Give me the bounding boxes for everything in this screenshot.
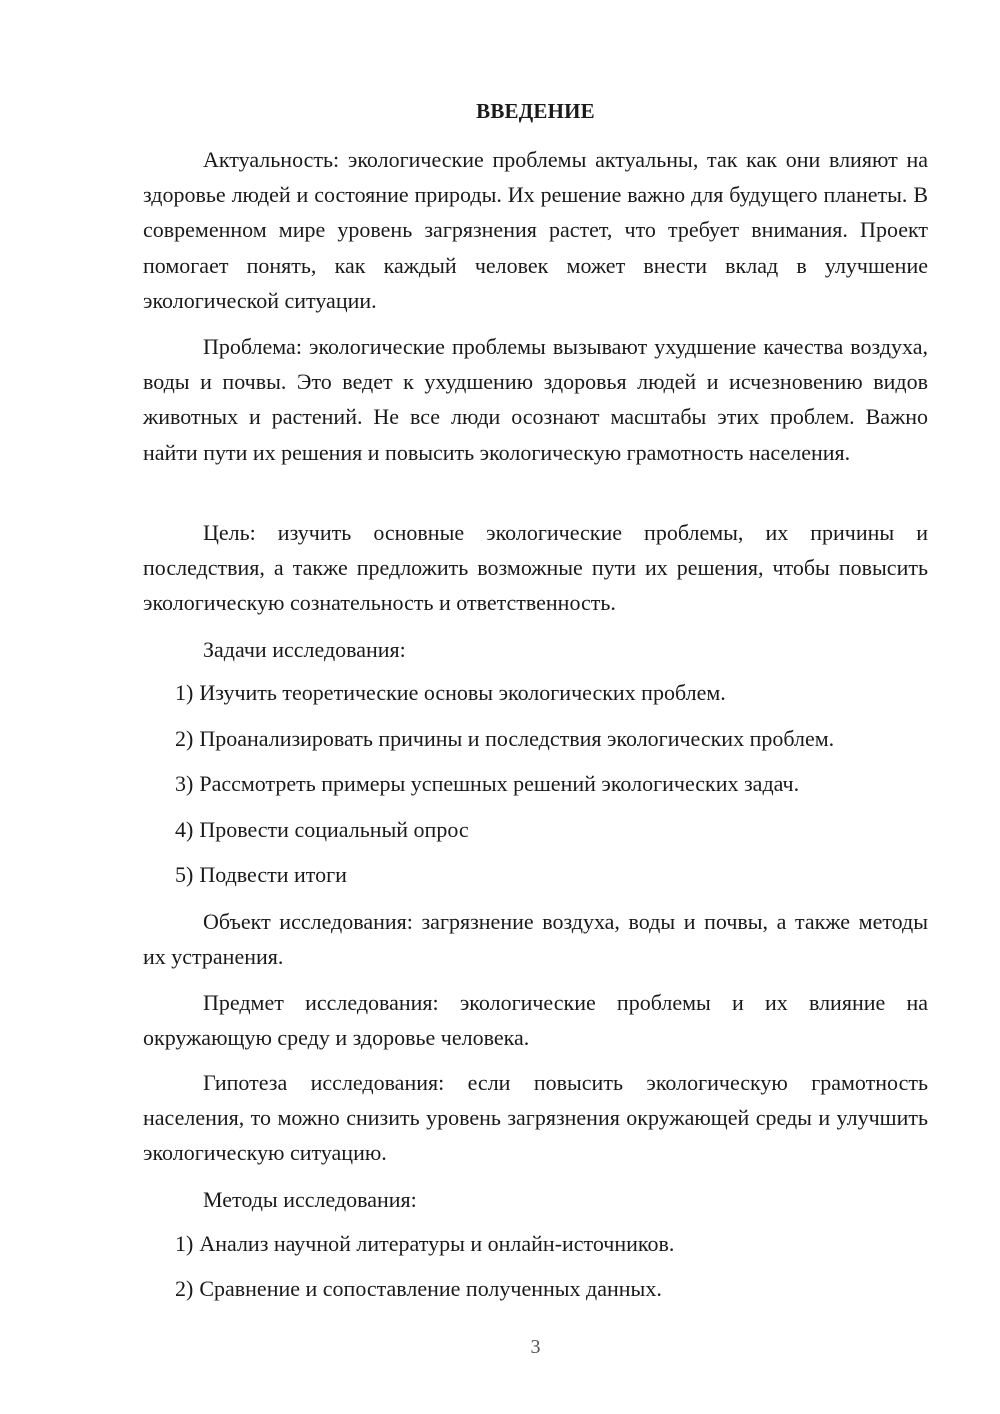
task-item: 3) Рассмотреть примеры успешных решений экологических задач.	[175, 771, 800, 796]
object-paragraph: Объект исследования: загрязнение воздуха, воды и почвы, а также методы их устранения.	[143, 909, 928, 970]
subject-paragraph: Предмет исследования: экологические проблемы и их влияние на окружающую среду и здоровье человека.	[143, 990, 928, 1051]
task-item: 5) Подвести итоги	[175, 862, 347, 887]
task-item: 4) Провести социальный опрос	[175, 817, 469, 842]
page-number: 3	[530, 1336, 541, 1358]
task-item: 2) Проанализировать причины и последствия экологических проблем.	[175, 726, 835, 751]
hypothesis-paragraph: Гипотеза исследования: если повысить экологическую грамотность населения, то можно снизить уровень загрязнения окружающей среды и улучшить экологическую ситуацию.	[143, 1070, 928, 1166]
page-title: ВВЕДЕНИЕ	[476, 99, 595, 123]
method-item: 2) Сравнение и сопоставление полученных данных.	[175, 1276, 662, 1301]
task-item: 1) Изучить теоретические основы экологических проблем.	[175, 680, 726, 705]
tasks-heading: Задачи исследования:	[203, 637, 406, 662]
document-page	[143, 0, 928, 1414]
problem-paragraph: Проблема: экологические проблемы вызывают ухудшение качества воздуха, воды и почвы. Это ведет к ухудшению здоровья людей и исчезновению видов животных и растений. Не все люди осознают масштабы этих проблем. Важно найти пути их решения и повысить экологическую грамотность населения.	[143, 334, 928, 465]
goal-paragraph: Цель: изучить основные экологические проблемы, их причины и последствия, а также предложить возможные пути их решения, чтобы повысить экологическую сознательность и ответственность.	[143, 520, 928, 616]
method-item: 1) Анализ научной литературы и онлайн-источников.	[175, 1231, 675, 1256]
methods-heading: Методы исследования:	[203, 1187, 417, 1212]
relevance-paragraph: Актуальность: экологические проблемы актуальны, так как они влияют на здоровье людей и состояние природы. Их решение важно для будущего планеты. В современном мире уровень загрязнения растет, что требует внимания. Проект помогает понять, как каждый человек может внести вклад в улучшение экологической ситуации.	[143, 147, 928, 313]
